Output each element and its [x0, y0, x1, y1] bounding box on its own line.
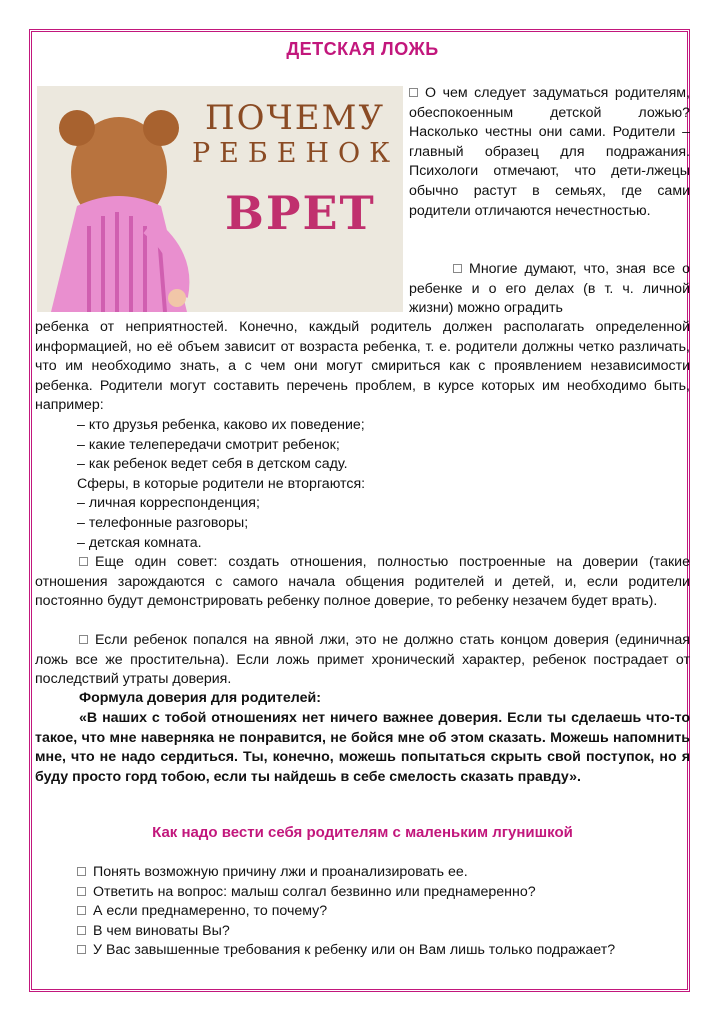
list-item: А если преднамеренно, то почему? — [35, 902, 690, 922]
list-item: – кто друзья ребенка, каково их поведение; — [77, 417, 365, 433]
list-item: – личная корреспонденция; — [77, 495, 260, 512]
section-subtitle: Как надо вести себя родителям с маленьким лгунишкой — [152, 824, 573, 841]
list-item: – какие телепередачи смотрит ребенок; — [77, 436, 340, 453]
checkbox-bullet-icon — [79, 557, 88, 566]
page-title: ДЕТСКАЯ ЛОЖЬ — [286, 39, 439, 59]
intro-paragraph-1: О чем следует задуматься родителям, обеспокоенным детской ложью? Насколько честны они сами. Родители – главный образец для подражания. Психологи отмечают, что дети-лжецы обычно растут в семьях, где сами родители отличаются нечестностью. — [409, 85, 690, 219]
checkbox-bullet-icon — [77, 906, 86, 915]
document-body — [35, 34, 690, 988]
checkbox-bullet-icon — [77, 887, 86, 896]
checkbox-bullet-icon — [409, 88, 418, 97]
list-item: Ответить на вопрос: малыш солгал безвинно или преднамеренно? — [35, 883, 690, 903]
illustration-caption-2: РЕБЕНОК — [192, 138, 400, 169]
spheres-label: Сферы, в которые родители не вторгаются: — [77, 475, 366, 492]
formula-title: Формула доверия для родителей: — [79, 690, 321, 706]
know-list — [35, 416, 690, 553]
intro-paragraph-2-continued: ребенка от неприятностей. Конечно, каждый родитель должен располагать определенной информацией, но её объем зависит от возраста ребенка, т. е. родители должны четко различать, что им необходимо знать, а с чем они могут смириться как с проявлением независимости ребенка. Родители могут составить перечень проблем, в курсе которых им необходимо быть, например: — [35, 319, 690, 414]
formula-text: «В наших с тобой отношениях нет ничего важнее доверия. Если ты сделаешь что-то такое, что мне наверняка не понравится, не бойся мне об этом сказать. Можешь напомнить мне, что не надо сердиться. Ты, конечно, можешь попытаться скрыть свой поступок, но я буду просто горд тобою, если ты найдешь в себе смелость сказать правду». — [35, 710, 690, 785]
illustration-girl-lying — [37, 86, 403, 312]
tips-list — [35, 863, 690, 961]
illustration-caption-1: ПОЧЕМУ — [205, 98, 386, 138]
list-item: – телефонные разговоры; — [77, 514, 249, 531]
checkbox-bullet-icon — [77, 926, 86, 935]
list-item: – детская комната. — [77, 534, 202, 551]
checkbox-bullet-icon — [77, 945, 86, 954]
intro-paragraph-2: Многие думают, что, зная все о ребенке и о его делах (в т. ч. личной жизни) можно оградить — [409, 261, 690, 317]
list-item: У Вас завышенные требования к ребенку или он Вам лишь только подражает? — [35, 941, 690, 961]
illustration-caption-3: ВРЕТ — [225, 186, 376, 240]
list-item: Понять возможную причину лжи и проанализировать ее. — [35, 863, 690, 883]
advice-paragraph-1: Еще один совет: создать отношения, полностью построенные на доверии (такие отношения зарождаются с самого начала общения родителей и детей, и, если родители постоянно будут демонстрировать ребенку полное доверие, то ребенку незачем будет врать). — [35, 554, 690, 610]
advice-paragraph-2: Если ребенок попался на явной лжи, это не должно стать концом доверия (единичная ложь все же простительна). Если ложь примет хронический характер, ребенок пострадает от последствий утраты доверия. — [35, 632, 690, 688]
checkbox-bullet-icon — [79, 635, 88, 644]
checkbox-bullet-icon — [77, 867, 86, 876]
checkbox-bullet-icon — [453, 264, 462, 273]
list-item: – как ребенок ведет себя в детском саду. — [77, 456, 348, 473]
list-item: В чем виноваты Вы? — [35, 922, 690, 942]
